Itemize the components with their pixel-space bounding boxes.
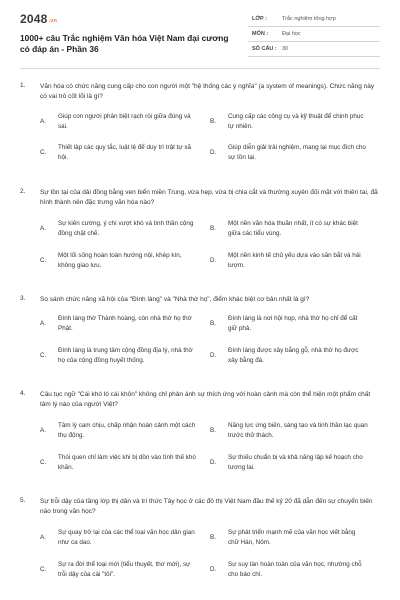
logo-main: 2048 xyxy=(20,12,48,26)
answer-text: Đình làng thờ Thành hoàng, còn nhà thờ họ thờ Phật. xyxy=(58,315,192,332)
question-number: 1. xyxy=(20,82,26,89)
site-logo[interactable] xyxy=(20,12,57,26)
question-text: Văn hóa có chức năng cung cấp cho con người một "hệ thống các ý nghĩa" (a system of meanings). Chức năng này có vai trò cốt lõi là gì? xyxy=(40,83,375,100)
answer-letter: D. xyxy=(210,352,217,359)
answer-text: Một nền văn hóa thuần nhất, ít có sự khác biệt giữa các tiểu vùng. xyxy=(228,220,358,237)
answer-text: Thói quen chỉ làm việc khi bị dồn vào tình thế khó khăn. xyxy=(58,454,196,471)
meta-label: MÔN : xyxy=(252,31,269,37)
answer-text: Giúp con người phân biệt rạch ròi giữa đúng và sai. xyxy=(58,113,191,130)
answer-letter: C. xyxy=(40,459,47,466)
answer-text: Một nền kinh tế chủ yếu dựa vào săn bắt và hái lượm. xyxy=(228,252,361,269)
question-number: 2. xyxy=(20,188,26,195)
answer-text: Một lối sống hoàn toàn hướng nội, khép kín, không giao lưu. xyxy=(58,252,182,269)
question-text: Câu tục ngữ "Cái khó ló cái khôn" không chỉ phản ánh sự thích ứng với hoàn cảnh mà còn thể hiện một phẩm chất tâm lý nào của người Việt? xyxy=(40,391,371,408)
answer-letter: A. xyxy=(40,534,46,541)
meta-value: Trắc nghiệm tổng hợp xyxy=(282,16,336,22)
answer-letter: C. xyxy=(40,566,47,573)
answer-letter: B. xyxy=(210,118,216,125)
answer-text: Sự phát triển mạnh mẽ của văn học viết bằng chữ Hán, Nôm. xyxy=(228,529,356,546)
answer-letter: B. xyxy=(210,320,216,327)
meta-row-subject xyxy=(248,27,380,42)
question-text: Sự trỗi dậy của tầng lớp thị dân và trí thức Tây học ở các đô thị Việt Nam đầu thế kỷ 20 đã dẫn đến sự chuyển biến nào trong văn học? xyxy=(40,498,373,515)
meta-table xyxy=(248,12,380,57)
answer-letter: D. xyxy=(210,459,217,466)
answer-text: Đình làng là nơi hội họp, nhà thờ họ chỉ để cất giữ phả. xyxy=(228,315,358,332)
question-number: 3. xyxy=(20,295,26,302)
answer-text: Sự ra đời thể loại mới (tiểu thuyết, thơ mới), sự trỗi dậy của cái "tôi". xyxy=(58,561,191,578)
answer-text: Đình làng được xây bằng gỗ, nhà thờ họ được xây bằng đá. xyxy=(228,347,359,364)
answer-letter: A. xyxy=(40,225,46,232)
document-header xyxy=(0,0,400,64)
answer-text: Năng lực ứng biến, sáng tạo và tinh thần lạc quan trước thử thách. xyxy=(228,422,368,439)
answer-text: Tâm lý cam chịu, chấp nhận hoàn cảnh một cách thụ động. xyxy=(58,422,196,439)
answer-letter: C. xyxy=(40,352,47,359)
question-number: 5. xyxy=(20,497,26,504)
question-text: So sánh chức năng xã hội của "Đình làng" và "Nhà thờ họ", điểm khác biệt cơ bản nhất là gì? xyxy=(40,296,310,303)
question-text: Sự tồn tại của dải đồng bằng ven biển miền Trung, vừa hẹp, vừa bị chia cắt và thường xuyên đối mặt với thiên tai, đã hình thành nên đặc trưng văn hóa nào? xyxy=(40,189,378,206)
answer-text: Sự suy tàn hoàn toàn của văn học, nhường chỗ cho báo chí. xyxy=(228,561,362,578)
answer-letter: A. xyxy=(40,118,46,125)
answer-letter: D. xyxy=(210,257,217,264)
answer-letter: D. xyxy=(210,149,217,156)
answer-text: Thiết lập các quy tắc, luật lệ để duy trì trật tự xã hội. xyxy=(58,144,192,161)
answer-text: Cung cấp các công cụ và kỹ thuật để chinh phục tự nhiên. xyxy=(228,113,364,130)
logo-suffix: .vn xyxy=(48,18,58,24)
answer-text: Sự kiên cường, ý chí vượt khó và tinh thần cộng đồng chặt chẽ. xyxy=(58,220,194,237)
answer-letter: B. xyxy=(210,534,216,541)
meta-row-count xyxy=(248,42,380,57)
answer-text: Đình làng là trung tâm cộng đồng địa lý, nhà thờ họ của cộng đồng huyết thống. xyxy=(58,347,193,364)
answer-text: Sự quay trở lại của các thể loại văn học dân gian như ca dao. xyxy=(58,529,195,546)
answer-text: Giúp diễn giải trải nghiệm, mang lại mục đích cho sự tồn tại. xyxy=(228,144,366,161)
meta-row-class xyxy=(248,12,380,27)
answer-letter: A. xyxy=(40,320,46,327)
answer-letter: C. xyxy=(40,257,47,264)
answer-letter: D. xyxy=(210,566,217,573)
meta-value: 30 xyxy=(282,46,289,52)
answer-text: Sự thiếu chuẩn bị và khả năng lập kế hoạch cho tương lai. xyxy=(228,454,363,471)
answer-letter: B. xyxy=(210,225,216,232)
meta-label: LỚP : xyxy=(252,16,267,22)
answer-letter: B. xyxy=(210,427,216,434)
header-divider xyxy=(20,68,380,69)
question-number: 4. xyxy=(20,390,26,397)
answer-letter: C. xyxy=(40,149,47,156)
answer-letter: A. xyxy=(40,427,46,434)
meta-value: Đại học xyxy=(282,31,301,37)
document-title: 1000+ câu Trắc nghiệm Văn hóa Việt Nam đại cương có đáp án - Phần 36 xyxy=(20,33,229,54)
meta-label: SỐ CÂU : xyxy=(252,46,277,52)
